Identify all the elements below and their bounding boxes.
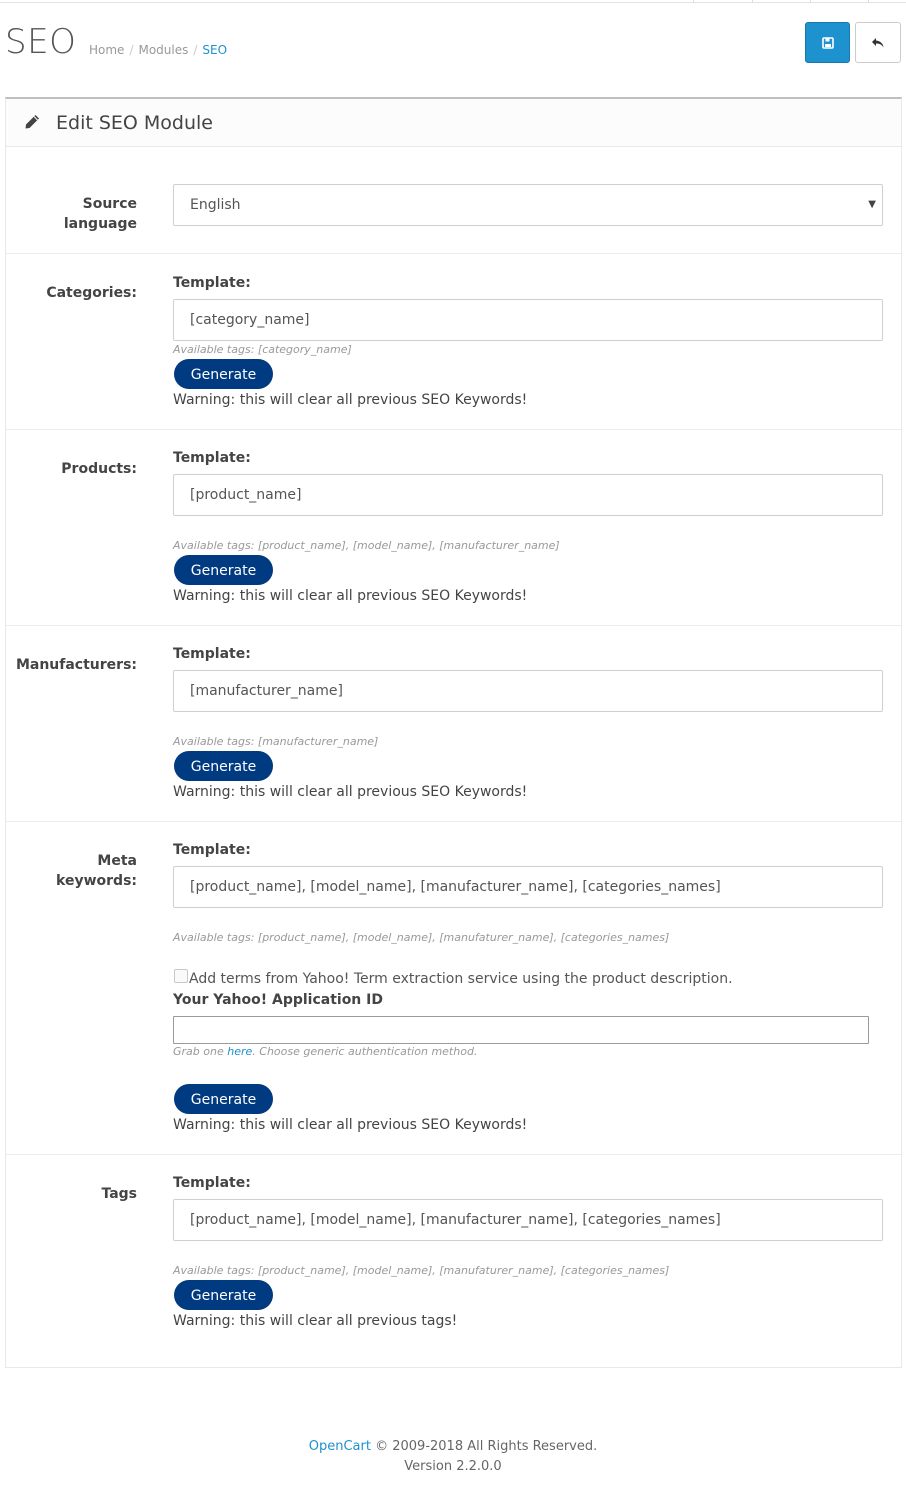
panel-heading <box>6 99 901 147</box>
panel-title: Edit SEO Module <box>56 112 213 134</box>
products-template-label: Template: <box>173 450 251 466</box>
reply-arrow-icon <box>871 37 885 49</box>
categories-label: Categories: <box>46 285 137 301</box>
manufacturers-template-input[interactable]: [manufacturer_name] <box>173 670 883 712</box>
breadcrumb-seo[interactable]: SEO <box>202 43 228 57</box>
meta-keywords-hint: Available tags: [product_name], [model_name], [manufaturer_name], [categories_names] <box>173 931 670 944</box>
section-divider <box>6 253 901 254</box>
dropdown-arrow-icon: ▼ <box>868 199 876 210</box>
breadcrumb-separator: / <box>129 43 134 57</box>
tags-label: Tags <box>101 1186 137 1202</box>
categories-hint: Available tags: [category_name] <box>173 343 352 356</box>
yahoo-terms-checkbox-label[interactable]: Add terms from Yahoo! Term extraction service using the product description. <box>189 971 733 987</box>
edit-seo-panel <box>5 97 902 1368</box>
top-border <box>0 0 906 4</box>
manufacturers-generate-button[interactable]: Generate <box>174 751 273 781</box>
manufacturers-hint: Available tags: [manufacturer_name] <box>173 735 379 748</box>
tags-generate-button[interactable]: Generate <box>174 1280 273 1310</box>
products-generate-button[interactable]: Generate <box>174 555 273 585</box>
manufacturers-template-label: Template: <box>173 646 251 662</box>
products-hint: Available tags: [product_name], [model_name], [manufacturer_name] <box>173 539 560 552</box>
footer-version: Version 2.2.0.0 <box>404 1459 502 1474</box>
tags-warning: Warning: this will clear all previous tags! <box>173 1313 458 1329</box>
yahoo-grab-hint: Grab one here. Choose generic authentication method. <box>173 1045 478 1058</box>
save-button[interactable] <box>805 22 850 63</box>
tags-hint: Available tags: [product_name], [model_name], [manufaturer_name], [categories_names] <box>173 1264 670 1277</box>
meta-keywords-template-label: Template: <box>173 842 251 858</box>
categories-template-label: Template: <box>173 275 251 291</box>
footer-copyright: OpenCart © 2009-2018 All Rights Reserved. <box>308 1439 598 1454</box>
section-divider <box>6 625 901 626</box>
tags-template-input[interactable]: [product_name], [model_name], [manufacturer_name], [categories_names] <box>173 1199 883 1241</box>
products-label: Products: <box>61 461 137 477</box>
breadcrumb-separator: / <box>193 43 198 57</box>
categories-warning: Warning: this will clear all previous SEO Keywords! <box>173 392 528 408</box>
categories-template-input[interactable]: [category_name] <box>173 299 883 341</box>
pencil-icon <box>23 113 41 131</box>
back-button[interactable] <box>855 22 901 63</box>
yahoo-app-id-label: Your Yahoo! Application ID <box>173 992 383 1008</box>
section-divider <box>6 821 901 822</box>
products-template-input[interactable]: [product_name] <box>173 474 883 516</box>
yahoo-terms-checkbox[interactable] <box>174 969 188 983</box>
manufacturers-warning: Warning: this will clear all previous SEO Keywords! <box>173 784 528 800</box>
yahoo-app-id-input[interactable] <box>173 1016 869 1044</box>
section-divider <box>6 1154 901 1155</box>
yahoo-grab-link[interactable]: here <box>227 1045 253 1058</box>
source-language-select[interactable]: English ▼ <box>173 184 883 226</box>
breadcrumb-home[interactable]: Home <box>89 43 125 57</box>
meta-keywords-template-input[interactable]: [product_name], [model_name], [manufacturer_name], [categories_names] <box>173 866 883 908</box>
meta-keywords-generate-button[interactable]: Generate <box>174 1084 273 1114</box>
meta-keywords-warning: Warning: this will clear all previous SEO Keywords! <box>173 1117 528 1133</box>
floppy-disk-icon <box>822 37 834 49</box>
section-divider <box>6 429 901 430</box>
meta-keywords-label: Meta keywords: <box>56 853 137 889</box>
breadcrumb <box>89 42 227 58</box>
tags-template-label: Template: <box>173 1175 251 1191</box>
breadcrumb-modules[interactable]: Modules <box>138 43 189 57</box>
manufacturers-label: Manufacturers: <box>15 657 137 673</box>
source-language-label: Source language <box>63 196 137 232</box>
page-title: SEO <box>5 22 77 62</box>
categories-generate-button[interactable]: Generate <box>174 359 273 389</box>
products-warning: Warning: this will clear all previous SEO Keywords! <box>173 588 528 604</box>
opencart-link[interactable]: OpenCart <box>308 1439 371 1454</box>
